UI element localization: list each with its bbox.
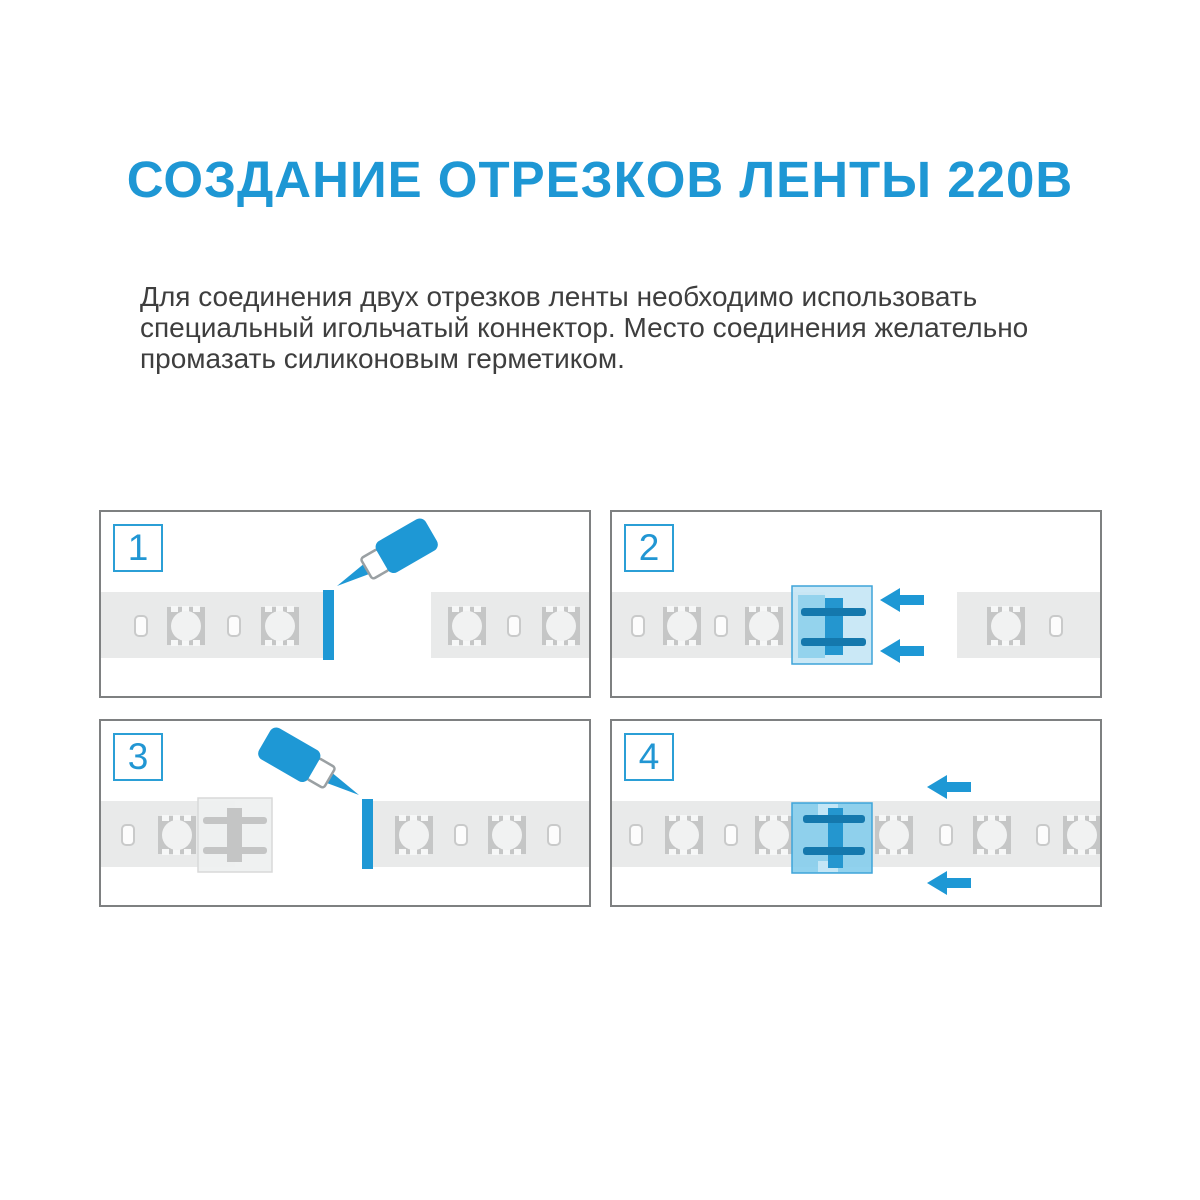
step-number-4: 4 xyxy=(638,736,660,777)
intro-line-2: специальный игольчатый коннектор. Место соединения желательно xyxy=(140,312,1029,343)
led-module-icon xyxy=(488,815,526,855)
step-panel-3 xyxy=(99,719,591,907)
diagram-step-3 xyxy=(101,721,589,905)
attached-connector-icon xyxy=(198,798,272,872)
resistor-icon xyxy=(725,825,737,845)
resistor-icon xyxy=(715,616,727,636)
intro-line-1: Для соединения двух отрезков ленты необходимо использовать xyxy=(140,281,978,312)
intro-line-3: промазать силиконовым герметиком. xyxy=(140,343,625,374)
led-module-icon xyxy=(1063,815,1100,855)
led-module-icon xyxy=(663,606,701,646)
led-strip-right xyxy=(957,592,1100,658)
diagram-step-4 xyxy=(612,721,1100,905)
led-module-icon xyxy=(987,606,1025,646)
led-module-icon xyxy=(875,815,913,855)
led-module-icon xyxy=(745,606,783,646)
step-panel-2 xyxy=(610,510,1102,698)
resistor-icon xyxy=(548,825,560,845)
led-module-icon xyxy=(395,815,433,855)
resistor-icon xyxy=(630,825,642,845)
resistor-icon xyxy=(1050,616,1062,636)
led-module-icon xyxy=(542,606,580,646)
resistor-icon xyxy=(940,825,952,845)
silicone-sealant-bar xyxy=(362,799,373,869)
resistor-icon xyxy=(1037,825,1049,845)
arrow-left-icon xyxy=(927,775,971,799)
needle-connector-icon xyxy=(792,586,872,664)
led-module-icon xyxy=(158,815,196,855)
resistor-icon xyxy=(122,825,134,845)
step-panel-4 xyxy=(610,719,1102,907)
step-number-box-2 xyxy=(624,524,674,572)
step-number-3: 3 xyxy=(127,736,149,777)
led-module-icon xyxy=(448,606,486,646)
resistor-icon xyxy=(508,616,520,636)
diagram-step-1 xyxy=(101,512,589,696)
led-module-icon xyxy=(755,815,793,855)
step-panel-1 xyxy=(99,510,591,698)
led-module-icon xyxy=(261,606,299,646)
step-number-box-4 xyxy=(624,733,674,781)
led-module-icon xyxy=(167,606,205,646)
resistor-icon xyxy=(135,616,147,636)
step-number-2: 2 xyxy=(638,527,660,568)
resistor-icon xyxy=(632,616,644,636)
resistor-icon xyxy=(455,825,467,845)
arrow-left-icon xyxy=(927,871,971,895)
arrow-left-icon xyxy=(880,588,924,612)
glue-tube-icon xyxy=(328,516,440,602)
page-title: СОЗДАНИЕ ОТРЕЗКОВ ЛЕНТЫ 220В xyxy=(126,151,1074,209)
inserted-connector-icon xyxy=(792,803,872,873)
step-number-box-1 xyxy=(113,524,163,572)
led-module-icon xyxy=(665,815,703,855)
diagram-step-2 xyxy=(612,512,1100,696)
intro-text xyxy=(140,281,1028,374)
step-number-box-3 xyxy=(113,733,163,781)
resistor-icon xyxy=(228,616,240,636)
led-module-icon xyxy=(973,815,1011,855)
silicone-sealant-bar xyxy=(323,590,334,660)
arrow-left-icon xyxy=(880,639,924,663)
step-number-1: 1 xyxy=(127,527,149,568)
